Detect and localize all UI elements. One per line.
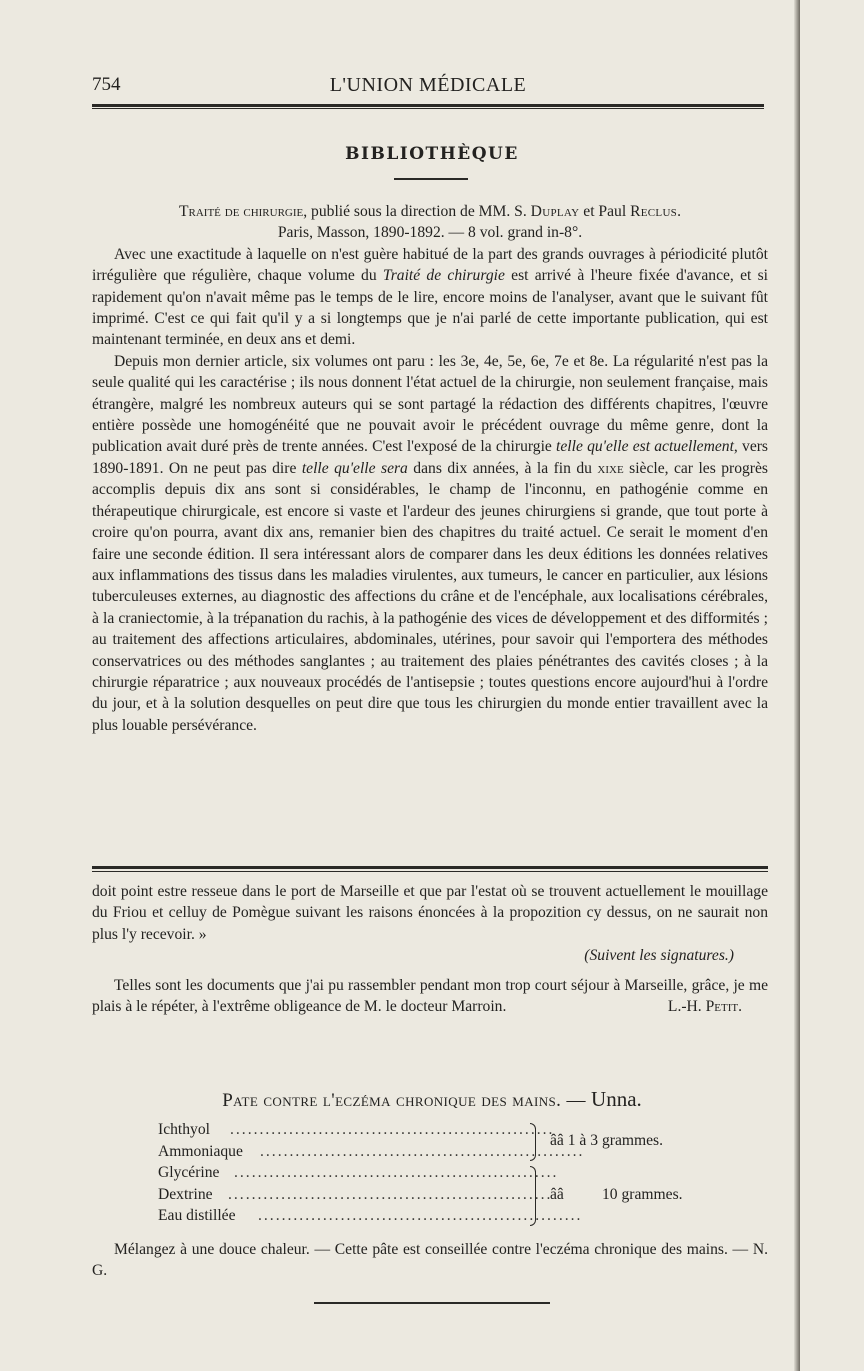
continuation-text: doit point estre resseue dans le port de Marseille et que par l'estat où se trouvent actuellement le mouillage du Friou et celluy de Pomègue suivant les raisons énoncées à la propozition cy dessus, on ne saurait non plus l'y recevoir. » [92,883,768,943]
formula-title: Pate contre l'eczéma chronique des mains. — Unna. [222,1087,642,1111]
article-author: L.-H. Petit. [667,998,742,1016]
dose-group-2-prefix: ââ [550,1186,564,1203]
leader-dots: ....................................................... [260,1142,585,1160]
recipe [158,1119,718,1227]
ingredient-row [158,1205,718,1227]
leader-dots: ....................................................... [258,1207,583,1224]
dose-group-1: ââ 1 à 3 grammes. [550,1132,664,1149]
section-divider [92,866,768,872]
section-title: BIBLIOTHÈQUE [345,144,519,164]
review-paragraph-2: Depuis mon dernier article, six volumes ont paru : les 3e, 4e, 5e, 6e, 7e et 8e. La régularité n'est pas la seule qualité qui les caractérise ; ils nous donnent l'état actuel de la chirurgie, non seulement française, mais étrangère, malgré les nombreux auteurs qui se sont partagé la rédaction des différents chapitres, l'œuvre entière possède une homogénéité que ne pouvait avoir le précédent ouvrage du même genre, dont la publication avait duré près de trente années. C'est l'exposé de la chirurgie telle qu'elle est actuellement, vers 1890-1891. On ne peut pas dire telle qu'elle sera dans dix années, à la fin du xixe siècle, car les progrès accomplis depuis dix ans sont si considérables, le champ de l'inconnu, en pathogénie comme en thérapeutique chirurgicale, est encore si vaste et l'ardeur des jeunes chirurgiens si grande, que tout porte à croire qu'on pourra, avant dix ans, remanier bien des chapitres du traité actuel. Ce serait le moment d'en faire une seconde édition. Il sera intéressant alors de comparer dans les deux éditions les données relatives aux inflammations des tissus dans les maladies virulentes, aux tumeurs, le cancer en particulier, aux lésions tuberculeuses externes, au diagnostic des affections du crâne et de l'encéphale, aux localisations cérébrales, à la craniectomie, à la trépanation du rachis, à la pathogénie des vices de développement et des difformités ; au traitement des affections articulaires, abdominales, utérines, pour savoir qui l'emportera des méthodes conservatrices ou des méthodes sanglantes ; au traitement des plaies pénétrantes des cavités closes ; à la chirurgie réparatrice ; aux nouveaux procédés de l'antisepsie ; toutes questions encore aujourd'hui à l'ordre du jour, et à la solution desquelles on peut dire que tous les chirurgien du monde entier travaillent avec la plus louable persévérance. [92,352,768,734]
formula-author: Unna. [591,1087,642,1111]
brace-group-2 [530,1166,536,1226]
leader-dots: ....................................................... [230,1121,555,1138]
closing-paragraph: Telles sont les documents que j'ai pu rassembler pendant mon trop court séjour à Marseille, grâce, je me plais à le répéter, à l'extrême obligeance de M. le docteur Marroin. L.-H. Petit. [92,975,768,1018]
editor-reclus: Reclus [630,203,678,220]
ingredient-name: Ammoniaque [158,1142,243,1160]
leader-dots: ....................................................... [234,1164,559,1181]
italic-book-title: Traité de chirurgie [382,267,505,285]
dose-group-2-amount: 10 grammes. [602,1186,683,1203]
continuation-article [92,881,768,1017]
page-edge-shadow [794,0,800,1371]
ingredient-row [158,1162,718,1184]
review-paragraph-1: Avec une exactitude à laquelle on n'est guère habitué de la part des grands ouvrages à périodicité plutôt irrégulière que régulière, chaque volume du Traité de chirurgie est arrivé à l'heure fixée d'avance, et si rapidement qu'on n'avait même pas le temps de le lire, encore moins de l'analyser, avant que le suivant fût imprimé. C'est ce qui fait qu'il y a si longtemps que je n'ai parlé de cette importante publication, qui est maintenant terminée, en deux ans et demi. [92,245,768,349]
running-header [92,74,764,100]
book-review [92,201,768,736]
book-citation: Traité de chirurgie, publié sous la direction de MM. S. Duplay et Paul Reclus. [178,203,682,220]
italic-phrase-actual: telle qu'elle est actuellement [556,438,734,456]
ingredient-name: Ichthyol [158,1121,210,1138]
closing-rule [314,1302,550,1304]
ingredient-name: Dextrine [158,1185,213,1203]
page-number: 754 [92,74,121,95]
header-rule [92,104,764,109]
formula-instructions [92,1239,768,1282]
brace-group-1 [530,1123,536,1161]
title-underline [394,178,468,180]
century-numeral: xixe [597,459,624,477]
ingredient-name: Eau distillée [158,1207,236,1224]
leader-dots: ....................................................... [228,1185,553,1203]
instructions-text: Mélangez à une douce chaleur. — Cette pâte est conseillée contre l'eczéma chronique des mains. — N. G. [92,1241,768,1280]
journal-title: L'UNION MÉDICALE [329,74,527,96]
publication-line: Paris, Masson, 1890-1892. — 8 vol. grand in-8°. [277,224,583,242]
italic-phrase-future: telle qu'elle sera [301,459,408,477]
editor-duplay: Duplay [530,203,580,220]
signatures-note: (Suivent les signatures.) [584,947,734,965]
book-title: Traité de chirurgie [178,203,304,220]
ingredient-name: Glycérine [158,1164,220,1181]
